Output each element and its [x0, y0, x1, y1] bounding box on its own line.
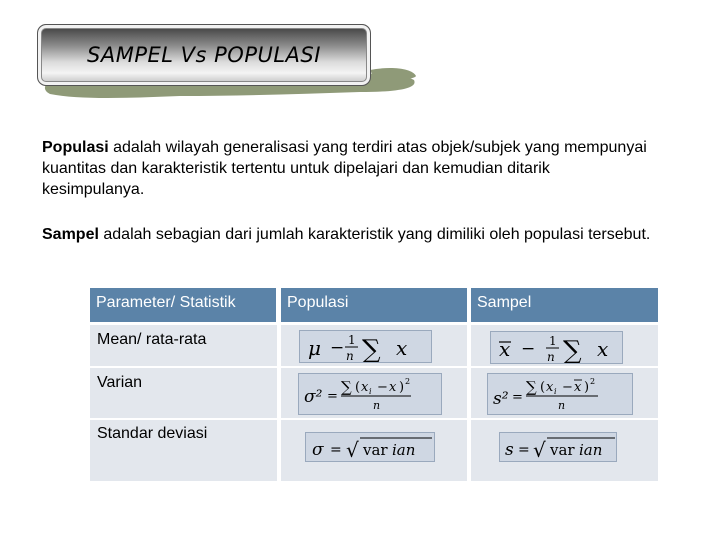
x-symbol: x: [396, 336, 408, 360]
sigma-squared-symbol: σ²: [304, 387, 323, 407]
open-paren: (: [355, 380, 361, 395]
sampel-text: adalah sebagian dari jumlah karakteristik yang dimiliki oleh populasi tersebut.: [98, 226, 651, 243]
formula-sample-std: [499, 432, 617, 462]
row-label-std: Standar deviasi: [97, 425, 208, 442]
minus-sign: −: [562, 380, 573, 395]
ian-text: ian: [579, 441, 603, 459]
col-divider: [467, 325, 471, 481]
row-divider: [90, 366, 658, 368]
subscript-i: i: [554, 387, 557, 396]
header-populasi: Populasi: [281, 288, 467, 322]
formula-population-variance: [298, 373, 442, 415]
x-symbol: x: [389, 380, 397, 395]
header-parameter: Parameter/ Statistik: [90, 288, 276, 322]
formula-population-std: [305, 432, 435, 462]
subscript-i: i: [369, 387, 372, 396]
header-sampel: Sampel: [471, 288, 658, 322]
col-divider: [277, 325, 281, 481]
xbar-symbol: x: [499, 337, 511, 361]
fraction-denominator: n: [346, 349, 354, 363]
sqrt-icon: √: [346, 438, 359, 462]
page-title: SAMPEL Vs POPULASI: [87, 43, 321, 67]
s-squared-symbol: s²: [493, 389, 509, 409]
var-text: var: [550, 441, 575, 459]
ian-text: ian: [392, 441, 416, 459]
sigma-symbol: ∑: [563, 336, 582, 364]
fraction-denominator: n: [547, 350, 555, 364]
minus-sign: −: [521, 339, 536, 359]
minus-sign: −: [330, 338, 345, 358]
mu-symbol: μ: [308, 336, 321, 360]
x-symbol: x: [597, 337, 609, 361]
populasi-text: adalah wilayah generalisasi yang terdiri atas objek/subjek yang mempunyai kuantitas dan karakteristik tertentu untuk dipelajari dan kemudian ditarik kesimpulanya.: [42, 139, 647, 198]
formula-population-mean: [299, 330, 432, 363]
equals-sign: =: [512, 390, 523, 405]
sampel-term: Sampel: [42, 226, 99, 243]
fraction-numerator: 1: [348, 333, 356, 347]
minus-sign: −: [377, 380, 388, 395]
xi-symbol: x: [546, 380, 554, 395]
row-label-varian: Varian: [97, 374, 143, 391]
title-banner: [37, 24, 371, 86]
xbar-symbol: x: [574, 380, 582, 395]
exponent-2: 2: [590, 377, 596, 386]
denominator-n: n: [373, 399, 381, 412]
sigma-symbol: σ: [312, 440, 324, 460]
close-paren: ): [399, 380, 405, 395]
formula-sample-mean: [490, 331, 623, 364]
sigma-symbol: ∑: [362, 335, 381, 363]
xi-symbol: x: [361, 380, 369, 395]
sampel-definition: [42, 224, 652, 245]
equals-sign: =: [518, 442, 530, 458]
fraction-numerator: 1: [549, 334, 557, 348]
s-symbol: s: [505, 440, 514, 460]
close-paren: ): [584, 380, 590, 395]
open-paren: (: [540, 380, 546, 395]
sqrt-icon: √: [533, 438, 546, 462]
equals-sign: =: [327, 389, 338, 404]
denominator-n: n: [558, 399, 566, 412]
populasi-definition: [42, 137, 652, 200]
sigma-symbol: ∑: [526, 378, 537, 396]
equals-sign: =: [330, 442, 342, 458]
populasi-term: Populasi: [42, 139, 109, 156]
row-divider: [90, 418, 658, 420]
sigma-symbol: ∑: [341, 378, 352, 396]
row-label-mean: Mean/ rata-rata: [97, 331, 207, 348]
formula-sample-variance: [487, 373, 633, 415]
exponent-2: 2: [405, 377, 411, 386]
var-text: var: [363, 441, 388, 459]
